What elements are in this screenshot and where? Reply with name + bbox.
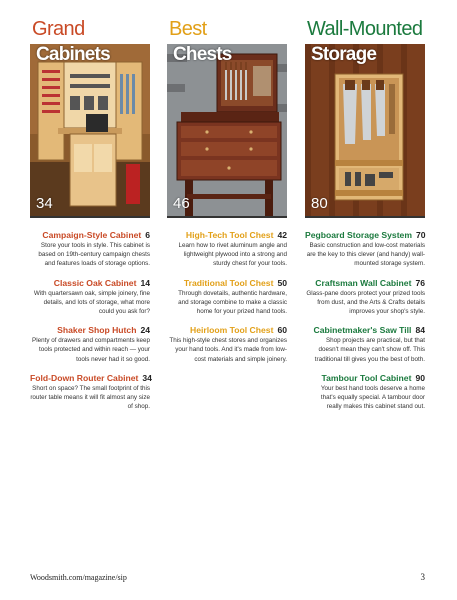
footer-page-number: 3 xyxy=(420,572,425,582)
list-item[interactable] xyxy=(305,277,425,317)
entry-title[interactable]: Cabinetmaker's Saw Till xyxy=(313,325,412,336)
entry-title[interactable]: Craftsman Wall Cabinet xyxy=(315,277,412,288)
entry-page: 50 xyxy=(277,277,287,288)
photo-title: Storage xyxy=(311,44,377,65)
chest-photo xyxy=(167,44,287,218)
entry-list xyxy=(167,229,287,364)
list-item[interactable] xyxy=(167,324,287,364)
entry-title[interactable]: Traditional Tool Chest xyxy=(183,277,274,288)
entry-description: Learn how to rivet aluminum angle and lightweight plywood into a strong and sturdy chest for your tools. xyxy=(178,242,287,268)
section-wall-mounted-storage xyxy=(305,18,425,419)
entry-description: This high-style chest stores and organizes your hand tools. And it's made from low-cost materials and simple joinery. xyxy=(169,337,287,363)
entry-page: 24 xyxy=(140,325,150,336)
list-item[interactable] xyxy=(30,229,150,269)
list-item[interactable] xyxy=(305,229,425,269)
entry-description: Shop projects are practical, but that doesn't mean they can't show off. This traditional till gives you the best of both. xyxy=(314,337,425,363)
entry-description: Plenty of drawers and compartments keep tools protected and within reach — your tools never had it so good. xyxy=(32,337,150,363)
entry-page: 84 xyxy=(415,325,425,336)
photo-page-number: 80 xyxy=(311,195,328,212)
entry-list xyxy=(30,229,150,411)
section-heading: Grand xyxy=(32,18,85,40)
entry-title[interactable]: Fold-Down Router Cabinet xyxy=(30,372,139,383)
entry-description: Store your tools in style. This cabinet is based on 19th-century campaign chests and features loads of storage options. xyxy=(38,242,150,268)
cabinet-photo xyxy=(30,44,150,218)
cabinet-illustration xyxy=(30,44,150,216)
list-item[interactable] xyxy=(305,324,425,364)
photo-title: Cabinets xyxy=(36,44,110,65)
entry-description: Through dovetails, authentic hardware, and storage combine to make a classic home for your prized hand tools. xyxy=(178,289,287,316)
section-best-chests xyxy=(167,18,287,372)
entry-title[interactable]: High-Tech Tool Chest xyxy=(185,230,274,240)
entry-title[interactable]: Heirloom Tool Chest xyxy=(190,325,274,336)
entry-page: 70 xyxy=(415,230,426,240)
entry-title[interactable]: Pegboard Storage System xyxy=(305,230,412,240)
entry-description: Glass-pane doors protect your prized tools from dust, and the Arts & Crafts details improves your shop's style. xyxy=(306,289,425,316)
list-item[interactable] xyxy=(167,277,287,317)
entry-title[interactable]: Classic Oak Cabinet xyxy=(53,277,137,288)
entry-title[interactable]: Campaign-Style Cabinet xyxy=(42,230,142,240)
entry-page: 60 xyxy=(277,325,287,336)
list-item[interactable] xyxy=(30,324,150,364)
entry-description: Short on space? The small footprint of this router table means it will fit almost any size of shop. xyxy=(30,384,150,411)
entry-page: 14 xyxy=(140,277,150,288)
entry-description: Basic construction and low-cost materials are the key to this clever (and handy) wall-mounted storage system. xyxy=(306,242,425,268)
footer-url[interactable]: Woodsmith.com/magazine/sip xyxy=(30,573,127,582)
entry-description: With quartersawn oak, simple joinery, fine details, and lots of storage, what more could you ask for? xyxy=(33,289,150,316)
entry-page: 6 xyxy=(145,230,150,240)
entry-page: 34 xyxy=(142,372,152,383)
entry-page: 42 xyxy=(277,230,287,240)
photo-title: Chests xyxy=(173,44,232,65)
photo-page-number: 46 xyxy=(173,195,190,212)
chest-illustration xyxy=(167,44,287,216)
section-grand-cabinets xyxy=(30,18,150,419)
entry-description: Your best hand tools deserve a home that's equally special. A tambour door really makes this cabinet stand out. xyxy=(320,384,425,411)
section-heading: Wall-Mounted xyxy=(307,18,423,40)
entry-page: 90 xyxy=(415,372,425,383)
entry-page: 76 xyxy=(415,277,425,288)
photo-page-number: 34 xyxy=(36,195,53,212)
entry-title[interactable]: Shaker Shop Hutch xyxy=(57,325,137,336)
section-heading: Best xyxy=(169,18,207,40)
saw-till-illustration xyxy=(305,44,425,216)
entry-list xyxy=(305,229,425,411)
list-item[interactable] xyxy=(30,372,150,412)
storage-photo xyxy=(305,44,425,218)
list-item[interactable] xyxy=(305,372,425,412)
list-item[interactable] xyxy=(167,229,287,269)
entry-title[interactable]: Tambour Tool Cabinet xyxy=(321,372,412,383)
list-item[interactable] xyxy=(30,277,150,317)
